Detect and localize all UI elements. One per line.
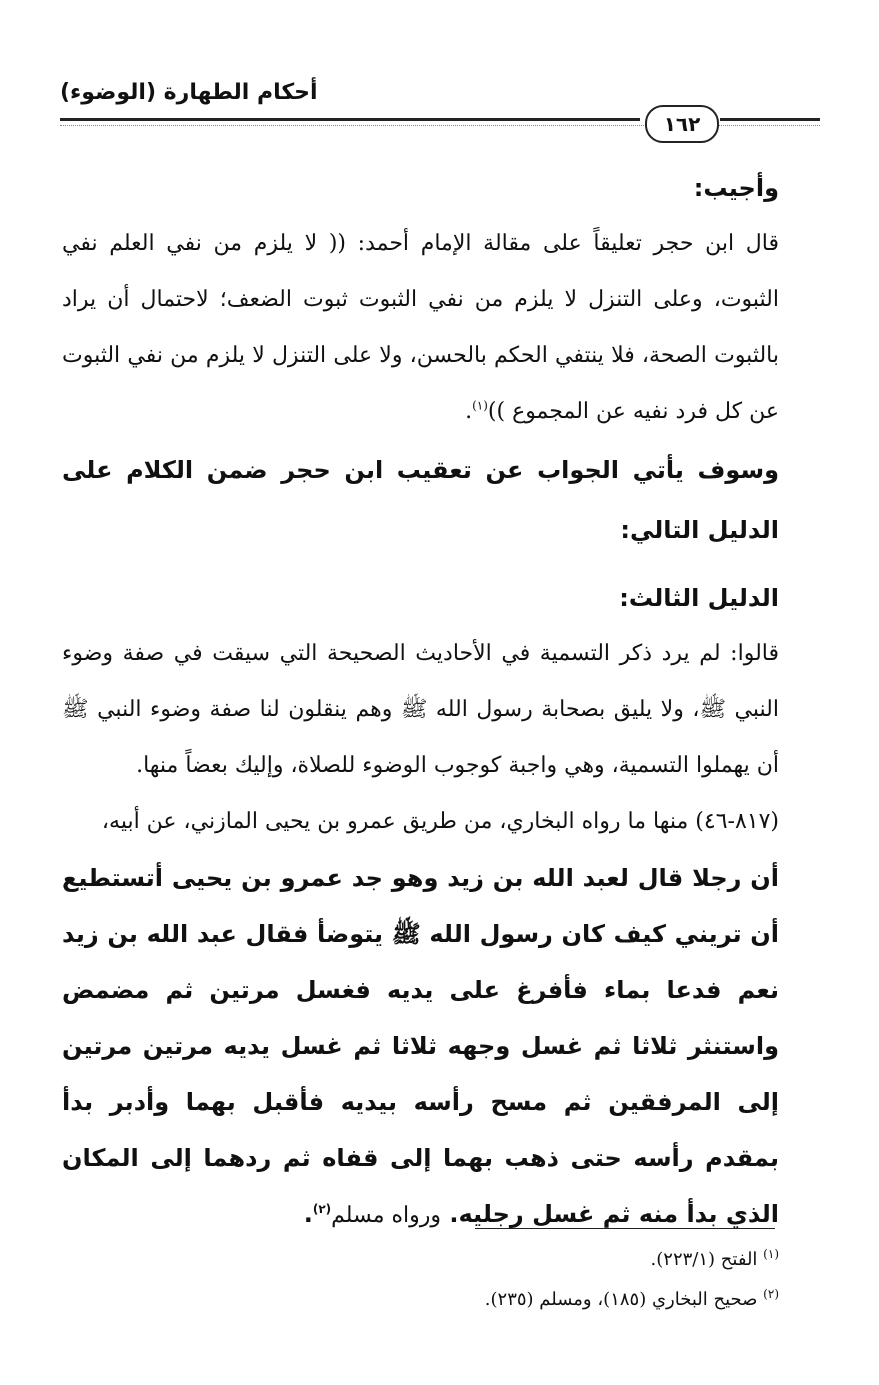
- footnote-1-text: الفتح (٢٢٣/١).: [650, 1249, 758, 1270]
- paragraph-reply-note: وسوف يأتي الجواب عن تعقيب ابن حجر ضمن الكلام على الدليل التالي:: [62, 456, 779, 544]
- paragraph-hadith-chain: (٨١٧-٤٦) منها ما رواه البخاري، من طريق عمرو بن يحيى المازني، عن أبيه،: [101, 809, 779, 834]
- paragraph-qalu: قالوا: لم يرد ذكر التسمية في الأحاديث الصحيحة التي سيقت في صفة وضوء النبي ﷺ، ولا يليق بصحابة رسول الله ﷺ وهم ينقلون لنا صفة وضوء النبي ﷺ أن يهملوا التسمية، وهي واجبة كوجوب الوضوء للصلاة، وإليك بعضاً منها.: [62, 641, 779, 778]
- hadith-muslim: ورواه مسلم: [331, 1203, 441, 1228]
- heading-answer: وأجيب:: [693, 174, 779, 202]
- paragraph-ibn-hajar: قال ابن حجر تعليقاً على مقالة الإمام أحمد: (( لا يلزم من نفي العلم نفي الثبوت، وعلى التنزل لا يلزم من نفي الثبوت ثبوت الضعف؛ لاحتمال أن يراد بالثبوت الصحة، فلا ينتفي الحكم بالحسن، ولا على التنزل لا يلزم من نفي الثبوت عن كل فرد نفيه عن المجموع ))$^{(١)}$.: [62, 231, 779, 424]
- heading-third-evidence: الدليل الثالث:: [619, 584, 779, 612]
- running-title: أحكام الطهارة (الوضوء): [60, 80, 318, 105]
- header-rule: [60, 118, 640, 121]
- page-number: ١٦٢: [645, 105, 719, 143]
- hadith-text: أن رجلا قال لعبد الله بن زيد وهو جد عمرو بن يحيى أتستطيع أن تريني كيف كان رسول الله ﷺ يتوضأ فقال عبد الله بن زيد نعم فدعا بماء فأفرغ على يديه فغسل مرتين ثم مضمض واستنثر ثلاثا ثم غسل وجهه ثلاثا ثم غسل يديه مرتين مرتين إلى المرفقين ثم مسح رأسه بيديه فأقبل بهما وأدبر بدأ بمقدم رأسه حتى ذهب بهما إلى قفاه ثم ردهما إلى المكان الذي بدأ منه ثم غسل رجليه.: [62, 864, 779, 1228]
- footnote-1: [200, 1240, 779, 1280]
- footnote-ref-2: (٢): [312, 1202, 332, 1216]
- paragraph-hadith-text: أن رجلا قال لعبد الله بن زيد وهو جد عمرو بن يحيى أتستطيع أن تريني كيف كان رسول الله ﷺ يتوضأ فقال عبد الله بن زيد نعم فدعا بماء فأفرغ على يديه فغسل مرتين ثم مضمض واستنثر ثلاثا ثم غسل وجهه ثلاثا ثم غسل يديه مرتين مرتين إلى المرفقين ثم مسح رأسه بيديه فأقبل بهما وأدبر بدأ بمقدم رأسه حتى ذهب بهما إلى قفاه ثم ردهما إلى المكان الذي بدأ منه ثم غسل رجليه. ورواه مسلم$^{(٢)}$.: [62, 864, 779, 1228]
- footnote-2: [200, 1280, 779, 1320]
- paragraph-ibn-hajar-text: قال ابن حجر تعليقاً على مقالة الإمام أحمد: (( لا يلزم من نفي العلم نفي الثبوت، وعلى التنزل لا يلزم من نفي الثبوت ثبوت الضعف؛ لاحتمال أن يراد بالثبوت الصحة، فلا ينتفي الحكم بالحسن، ولا على التنزل لا يلزم من نفي الثبوت عن كل فرد نفيه عن المجموع )): [62, 231, 779, 424]
- header-rule-right: [720, 118, 820, 121]
- footnote-ref-1: (١): [472, 398, 488, 413]
- footnote-2-marker: (٢): [763, 1287, 779, 1301]
- footnotes: [200, 1240, 779, 1320]
- footnote-2-text: صحيح البخاري (١٨٥)، ومسلم (٢٣٥).: [484, 1289, 758, 1310]
- footnote-rule: [475, 1228, 775, 1229]
- main-text: [62, 160, 779, 1244]
- footnote-1-marker: (١): [763, 1247, 779, 1261]
